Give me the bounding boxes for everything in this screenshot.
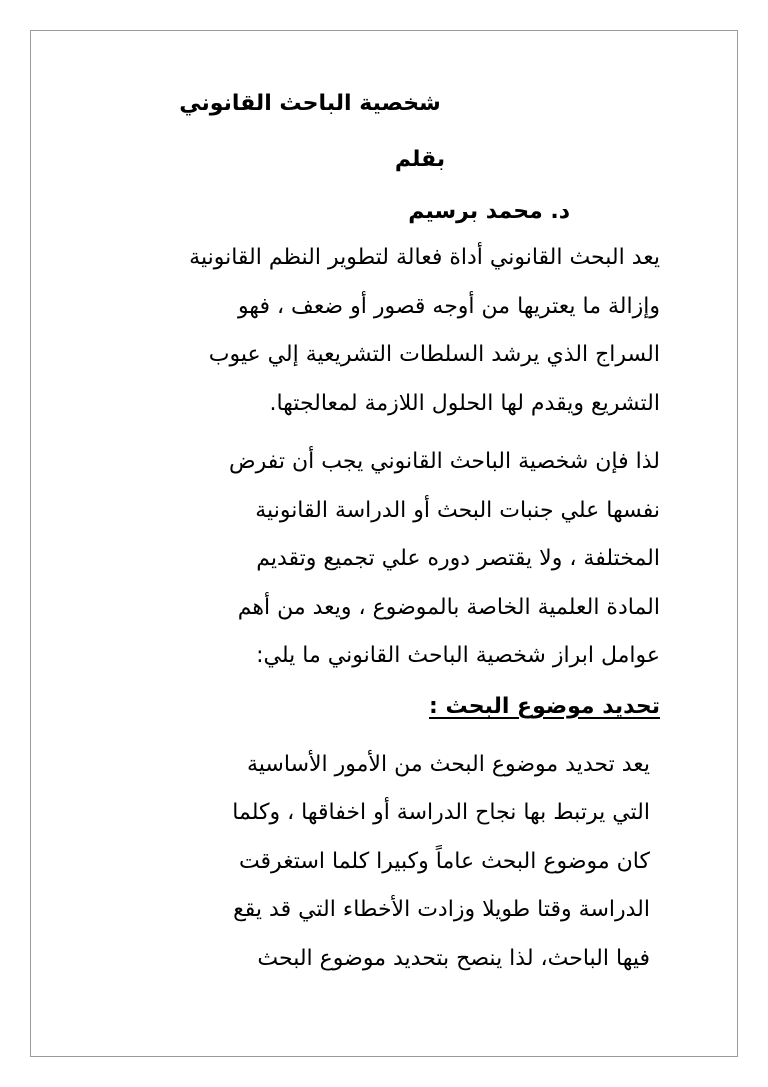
document-title: شخصية الباحث القانوني <box>179 91 441 116</box>
text-line: يعد تحديد موضوع البحث من الأمور الأساسية <box>247 751 650 777</box>
document-body <box>100 82 660 983</box>
text-line: عوامل ابراز شخصية الباحث القانوني ما يلي: <box>256 643 660 668</box>
text-line: لذا فإن شخصية الباحث القانوني يجب أن تفرض <box>229 449 660 474</box>
byline: بقلم <box>394 147 446 172</box>
section-heading <box>100 683 660 731</box>
paragraph-intro <box>100 234 660 428</box>
paragraph-topic <box>100 741 660 984</box>
text-line: المختلفة ، ولا يقتصر دوره علي تجميع وتقديم <box>256 546 660 571</box>
text-line: المادة العلمية الخاصة بالموضوع ، ويعد من أهم <box>237 594 660 620</box>
text-line: كان موضوع البحث عاماً وكبيرا كلما استغرقت <box>238 848 650 874</box>
author-name: د. محمد برسيم <box>408 199 570 224</box>
paragraph-factors <box>100 438 660 681</box>
text-line: التشريع ويقدم لها الحلول اللازمة لمعالجتها. <box>269 390 660 416</box>
text-line: الدراسة وقتا طويلا وزادت الأخطاء التي قد يقع <box>233 897 650 922</box>
text-line: يعد البحث القانوني أداة فعالة لتطوير النظم القانونية <box>189 245 660 270</box>
text-line: نفسها علي جنبات البحث أو الدراسة القانونية <box>255 497 660 523</box>
text-line: السراج الذي يرشد السلطات التشريعية إلي عيوب <box>208 342 660 367</box>
text-line: التي يرتبط بها نجاح الدراسة أو اخفاقها ، وكلما <box>232 800 650 825</box>
text-line: فيها الباحث، لذا ينصح بتحديد موضوع البحث <box>257 945 650 971</box>
text-line: وإزالة ما يعتريها من أوجه قصور أو ضعف ، فهو <box>237 293 660 319</box>
section-heading-text: تحديد موضوع البحث : <box>429 693 660 719</box>
